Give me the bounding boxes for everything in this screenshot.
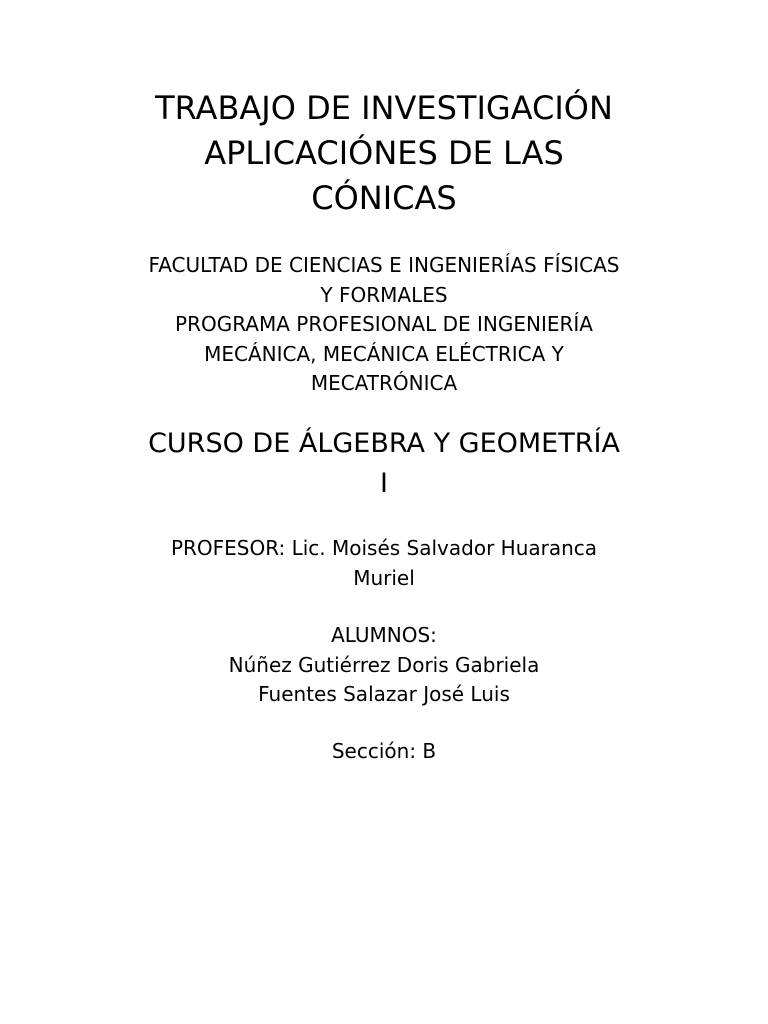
section-label [104, 737, 664, 767]
program-line-3: MECATRÓNICA [310, 371, 458, 395]
professor-line-2: Muriel [353, 565, 415, 590]
title-line-2: APLICACIÓNES DE LAS [204, 134, 564, 172]
professor-block [104, 534, 664, 593]
students-label: ALUMNOS: [331, 623, 437, 647]
title-line-3: CÓNICAS [311, 179, 457, 217]
students-block [104, 621, 664, 710]
section-text: Sección: B [331, 739, 437, 763]
course-line-2: I [380, 468, 388, 499]
student-name: Núñez Gutiérrez Doris Gabriela [228, 652, 540, 677]
faculty-program-block [104, 251, 664, 399]
professor-line-1: PROFESOR: Lic. Moisés Salvador Huaranca [170, 536, 598, 560]
program-line-2: MECÁNICA, MECÁNICA ELÉCTRICA Y [204, 341, 564, 366]
program-line-1: PROGRAMA PROFESIONAL DE INGENIERÍA [175, 312, 593, 336]
course-line-1: CURSO DE ÁLGEBRA Y GEOMETRÍA [148, 428, 620, 459]
student-name: Fuentes Salazar José Luis [258, 682, 510, 706]
course-heading [104, 424, 664, 504]
title-line-1: TRABAJO DE INVESTIGACIÓN [155, 89, 613, 127]
faculty-line-2: Y FORMALES [320, 282, 448, 307]
document-title [104, 86, 664, 221]
faculty-line-1: FACULTAD DE CIENCIAS E INGENIERÍAS FÍSICAS [148, 253, 620, 277]
